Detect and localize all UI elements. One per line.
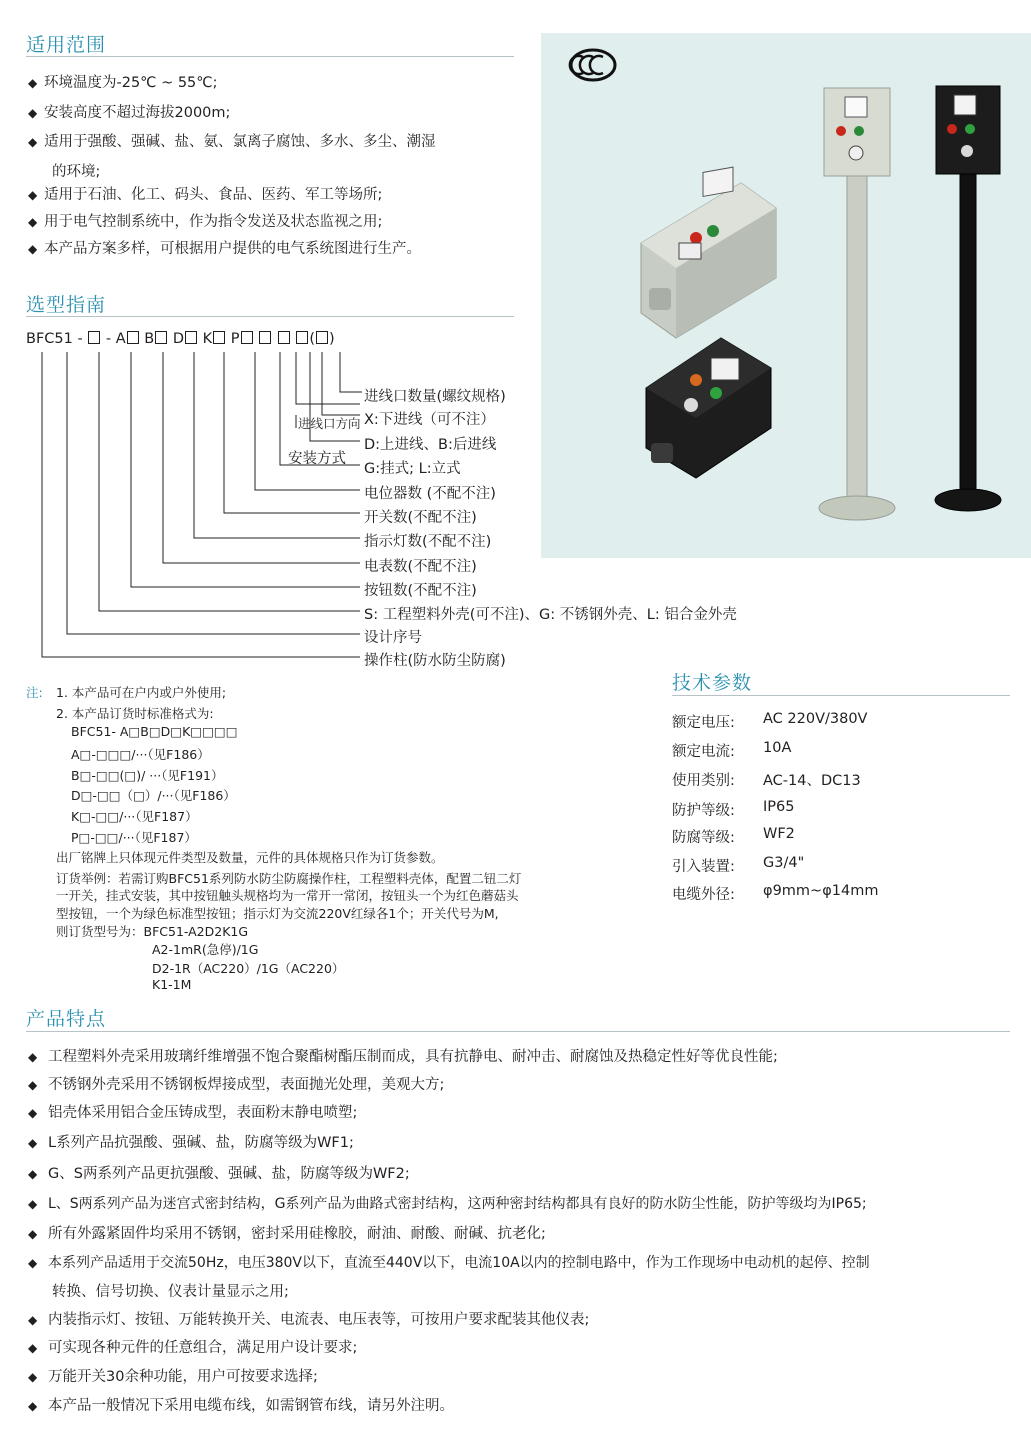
divider — [26, 1031, 1010, 1032]
note-line: 1. 本产品可在户内或户外使用; — [56, 685, 227, 700]
tech-label: 额定电压: — [672, 715, 735, 731]
diamond-bullet-icon: ◆ — [28, 1341, 38, 1355]
feature-item: ◆ 工程塑料外壳采用玻璃纤维增强不饱合聚酯树酯压制而成，具有抗静电、耐冲击、耐腐蚀及热稳定性好等优良性能; — [28, 1049, 778, 1065]
note-line: 2. 本产品订货时标准格式为: — [56, 706, 214, 721]
label-mount: G:挂式; L:立式 — [364, 461, 461, 477]
diamond-bullet-icon: ◆ — [28, 1078, 38, 1092]
diamond-bullet-icon: ◆ — [28, 1313, 38, 1327]
note-line: P□-□□/···（见F187） — [71, 830, 197, 845]
notes-tag: 注: — [26, 685, 43, 700]
section-title-scope: 适用范围 — [26, 34, 107, 56]
diamond-bullet-icon: ◆ — [28, 1167, 38, 1181]
feature-item: ◆ 内装指示灯、按钮、万能转换开关、电流表、电压表等，可按用户要求配装其他仪表; — [28, 1312, 590, 1328]
note-line: 型按钮，一个为绿色标准型按钮；指示灯为交流220V红绿各1个；开关代号为M, — [56, 906, 499, 921]
diamond-bullet-icon: ◆ — [28, 106, 38, 120]
note-line: 一开关，挂式安装，其中按钮触头规格均为一常开一常闭，按钮头一个为红色蘑菇头 — [56, 888, 519, 903]
tech-value: WF2 — [763, 826, 795, 842]
list-item: ◆ 适用于石油、化工、码头、食品、医药、军工等场所; — [28, 187, 383, 203]
label-entry-qty: 进线口数量(螺纹规格) — [364, 389, 506, 405]
diamond-bullet-icon: ◆ — [28, 1227, 38, 1241]
label-mount-tag: 安装方式 — [288, 451, 346, 467]
product-photo-panel — [541, 33, 1031, 558]
diamond-bullet-icon: ◆ — [28, 1136, 38, 1150]
label-button: 按钮数(不配不注) — [364, 583, 477, 599]
tech-label: 使用类别: — [672, 773, 735, 789]
feature-item: ◆ 不锈钢外壳采用不锈钢板焊接成型，表面抛光处理，美观大方; — [28, 1077, 445, 1093]
grey-control-box-photo — [641, 167, 776, 338]
black-control-box-photo — [646, 338, 771, 478]
list-item: ◆ 用于电气控制系统中，作为指令发送及状态监视之用; — [28, 214, 383, 230]
label-serial: 设计序号 — [364, 630, 422, 646]
list-item: ◆ 安装高度不超过海拔2000m; — [28, 105, 231, 121]
feature-item: ◆ G、S两系列产品更抗强酸、强碱、盐，防腐等级为WF2; — [28, 1166, 410, 1182]
feature-item: ◆ L系列产品抗强酸、强碱、盐，防腐等级为WF1; — [28, 1135, 354, 1151]
diamond-bullet-icon: ◆ — [28, 1106, 38, 1120]
tech-value: φ9mm~φ14mm — [763, 883, 879, 899]
note-line: 订货举例：若需订购BFC51系列防水防尘防腐操作柱，工程塑料壳体，配置二钮二灯 — [56, 871, 522, 886]
tech-label: 防护等级: — [672, 803, 735, 819]
label-column: 操作柱(防水防尘防腐) — [364, 653, 506, 669]
note-line: A2-1mR(急停)/1G — [152, 942, 259, 957]
grey-operation-column-photo — [819, 88, 895, 520]
diamond-bullet-icon: ◆ — [28, 1370, 38, 1384]
feature-item: ◆ 可实现各种元件的任意组合，满足用户设计要求; — [28, 1340, 358, 1356]
tech-label: 额定电流: — [672, 744, 735, 760]
note-line: K1-1M — [152, 977, 192, 992]
feature-item: ◆ 本产品一般情况下采用电缆布线，如需钢管布线，请另外注明。 — [28, 1398, 454, 1414]
note-line: K□-□□/···（见F187） — [71, 809, 198, 824]
model-code: BFC51 - - A B D K P ( ) — [26, 331, 335, 347]
diamond-bullet-icon: ◆ — [28, 1256, 38, 1270]
diamond-bullet-icon: ◆ — [28, 215, 38, 229]
note-line: BFC51- A□B□D□K□□□□ — [71, 724, 238, 739]
feature-item: ◆ 本系列产品适用于交流50Hz，电压380V以下，直流至440V以下，电流10A以内的控制电路中，作为工作现场中电动机的起停、控制 — [28, 1255, 870, 1271]
tech-label: 防腐等级: — [672, 830, 735, 846]
label-switch: 开关数(不配不注) — [364, 510, 477, 526]
note-line: D2-1R（AC220）/1G（AC220） — [152, 961, 345, 976]
tech-label: 引入装置: — [672, 859, 735, 875]
black-operation-column-photo — [935, 86, 1001, 511]
note-line: B□-□□(□)/ ···（见F191） — [71, 768, 224, 783]
section-title-features: 产品特点 — [26, 1008, 107, 1030]
list-item: ◆ 适用于强酸、强碱、盐、氨、氯离子腐蚀、多水、多尘、潮湿 — [28, 134, 436, 150]
tech-value: IP65 — [763, 799, 795, 815]
tech-label: 电缆外径: — [672, 887, 735, 903]
section-title-tech: 技术参数 — [672, 672, 753, 694]
note-line: 出厂铭牌上只体现元件类型及数量，元件的具体规格只作为订货参数。 — [56, 850, 444, 865]
list-item: ◆ 本产品方案多样，可根据用户提供的电气系统图进行生产。 — [28, 241, 421, 257]
diamond-bullet-icon: ◆ — [28, 1399, 38, 1413]
label-shell: S: 工程塑料外壳(可不注)、G: 不锈钢外壳、L: 铝合金外壳 — [364, 607, 737, 623]
note-line: A□-□□□/···（见F186） — [71, 747, 210, 762]
ccc-certification-logo — [570, 50, 615, 80]
feature-item: ◆ L、S两系列产品为迷宫式密封结构，G系列产品为曲路式密封结构，这两种密封结构都具有良好的防水防尘性能，防护等级均为IP65; — [28, 1196, 867, 1212]
diamond-bullet-icon: ◆ — [28, 242, 38, 256]
tech-value: G3/4" — [763, 855, 805, 871]
section-title-selection: 选型指南 — [26, 294, 107, 316]
tech-value: 10A — [763, 740, 792, 756]
diamond-bullet-icon: ◆ — [28, 188, 38, 202]
feature-item-continuation: 转换、信号切换、仪表计量显示之用; — [52, 1284, 289, 1300]
list-item-continuation: 的环境; — [52, 164, 101, 180]
product-photos — [541, 33, 1031, 558]
label-pot: 电位器数 (不配不注) — [364, 486, 496, 502]
tech-value: AC 220V/380V — [763, 711, 868, 727]
label-d-up: D:上进线、B:后进线 — [364, 437, 497, 453]
feature-item: ◆ 所有外露紧固件均采用不锈钢，密封采用硅橡胶，耐油、耐酸、耐碱、抗老化; — [28, 1226, 546, 1242]
label-lamp: 指示灯数(不配不注) — [364, 534, 492, 550]
note-line: 则订货型号为：BFC51-A2D2K1G — [56, 924, 249, 939]
tech-value: AC-14、DC13 — [763, 773, 861, 789]
diamond-bullet-icon: ◆ — [28, 1050, 38, 1064]
diamond-bullet-icon: ◆ — [28, 76, 38, 90]
note-line: D□-□□（□）/···（见F186） — [71, 788, 236, 803]
diamond-bullet-icon: ◆ — [28, 1197, 38, 1211]
label-meter: 电表数(不配不注) — [364, 559, 477, 575]
divider — [672, 695, 1010, 696]
feature-item: ◆ 万能开关30余种功能，用户可按要求选择; — [28, 1369, 318, 1385]
label-entry-direction-tag: 进线口方向 — [298, 416, 361, 431]
label-x-down: X:下进线（可不注） — [364, 412, 495, 428]
feature-item: ◆ 铝壳体采用铝合金压铸成型，表面粉末静电喷塑; — [28, 1105, 358, 1121]
diamond-bullet-icon: ◆ — [28, 135, 38, 149]
list-item: ◆ 环境温度为-25℃ ~ 55℃; — [28, 75, 218, 91]
